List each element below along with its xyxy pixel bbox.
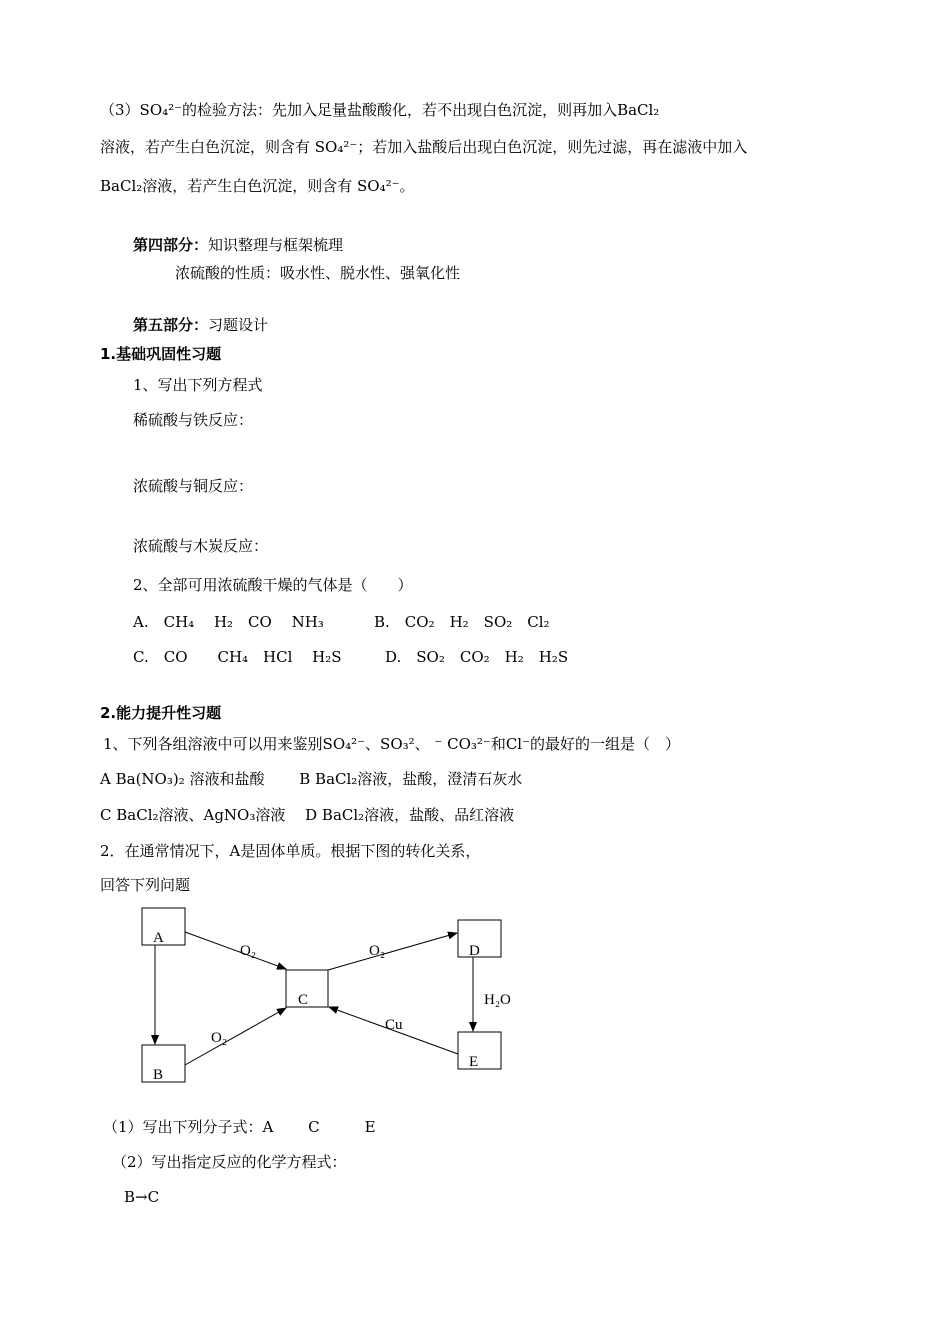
advanced-q2-line-1: 2．在通常情况下，A是固体单质。根据下图的转化关系，	[100, 842, 481, 860]
arrow-b-to-c	[185, 1008, 286, 1065]
part5-heading-label: 第五部分：	[133, 316, 209, 334]
advanced-q2-sub1: （1）写出下列分子式：A C E	[103, 1118, 376, 1136]
basic-q2-option-a: A. CH₄ H₂ CO NH₃	[133, 613, 324, 631]
node-c-label: C	[298, 992, 309, 1008]
arrow-c-to-d	[328, 933, 457, 970]
basic-q2-option-c: C. CO CH₄ HCl H₂S	[133, 648, 342, 666]
edge-label-d-to-e: H₂O	[484, 992, 511, 1008]
node-e-box	[458, 1032, 501, 1069]
edge-label-b-to-c: O₂	[211, 1030, 228, 1046]
basic-q1-conc-charcoal: 浓硫酸与木炭反应：	[133, 537, 269, 555]
basic-q1: 1、写出下列方程式	[133, 376, 263, 394]
basic-q2-option-b: B. CO₂ H₂ SO₂ Cl₂	[374, 613, 550, 631]
edge-label-e-to-c: Cu	[385, 1017, 403, 1033]
advanced-q1-options-cd: C BaCl₂溶液、AgNO₃溶液 D BaCl₂溶液，盐酸、品红溶液	[100, 806, 515, 824]
node-d-label: D	[469, 943, 480, 959]
part4-heading-text: 知识整理与框架梳理	[208, 236, 344, 254]
node-a-label: A	[153, 930, 164, 946]
node-b-box	[142, 1045, 185, 1082]
basic-q2: 2、全部可用浓硫酸干燥的气体是（ ）	[133, 576, 413, 594]
node-b-label: B	[153, 1067, 164, 1083]
advanced-q2-sub2-b-to-c: B→C	[124, 1188, 160, 1206]
advanced-q2-sub2: （2）写出指定反应的化学方程式：	[112, 1153, 347, 1171]
advanced-q1-options-ab: A Ba(NO₃)₂ 溶液和盐酸 B BaCl₂溶液，盐酸，澄清石灰水	[100, 770, 523, 788]
basic-exercises-title: 1.基础巩固性习题	[100, 345, 222, 363]
basic-q2-option-d: D. SO₂ CO₂ H₂ H₂S	[385, 648, 569, 666]
basic-q1-conc-copper: 浓硫酸与铜反应：	[133, 477, 254, 495]
sulfate-test-line-2: 溶液，若产生白色沉淀，则含有 SO₄²⁻；若加入盐酸后出现白色沉淀，则先过滤，再在滤液中加入	[100, 138, 748, 156]
sulfate-test-line-3: BaCl₂溶液，若产生白色沉淀，则含有 SO₄²⁻。	[100, 177, 415, 195]
part4-heading-label: 第四部分：	[133, 236, 209, 254]
sulfate-test-line-1: （3）SO₄²⁻的检验方法：先加入足量盐酸酸化，若不出现白色沉淀，则再加入BaCl₂	[100, 101, 660, 119]
edge-label-c-to-d: O₂	[369, 943, 386, 959]
advanced-q1: 1、下列各组溶液中可以用来鉴别SO₄²⁻、SO₃²、 ⁻ CO₃²⁻和Cl⁻的最好的一组是（ ）	[103, 735, 681, 753]
basic-q1-dilute-iron: 稀硫酸与铁反应：	[133, 411, 254, 429]
advanced-exercises-title: 2.能力提升性习题	[100, 704, 222, 722]
part4-content: 浓硫酸的性质：吸水性、脱水性、强氧化性	[175, 264, 461, 282]
arrow-a-to-c	[185, 932, 286, 969]
node-e-label: E	[469, 1054, 479, 1070]
part5-heading-text: 习题设计	[208, 316, 269, 334]
advanced-q2-line-2: 回答下列问题	[100, 876, 191, 894]
edge-label-a-to-c: O₂	[240, 943, 257, 959]
